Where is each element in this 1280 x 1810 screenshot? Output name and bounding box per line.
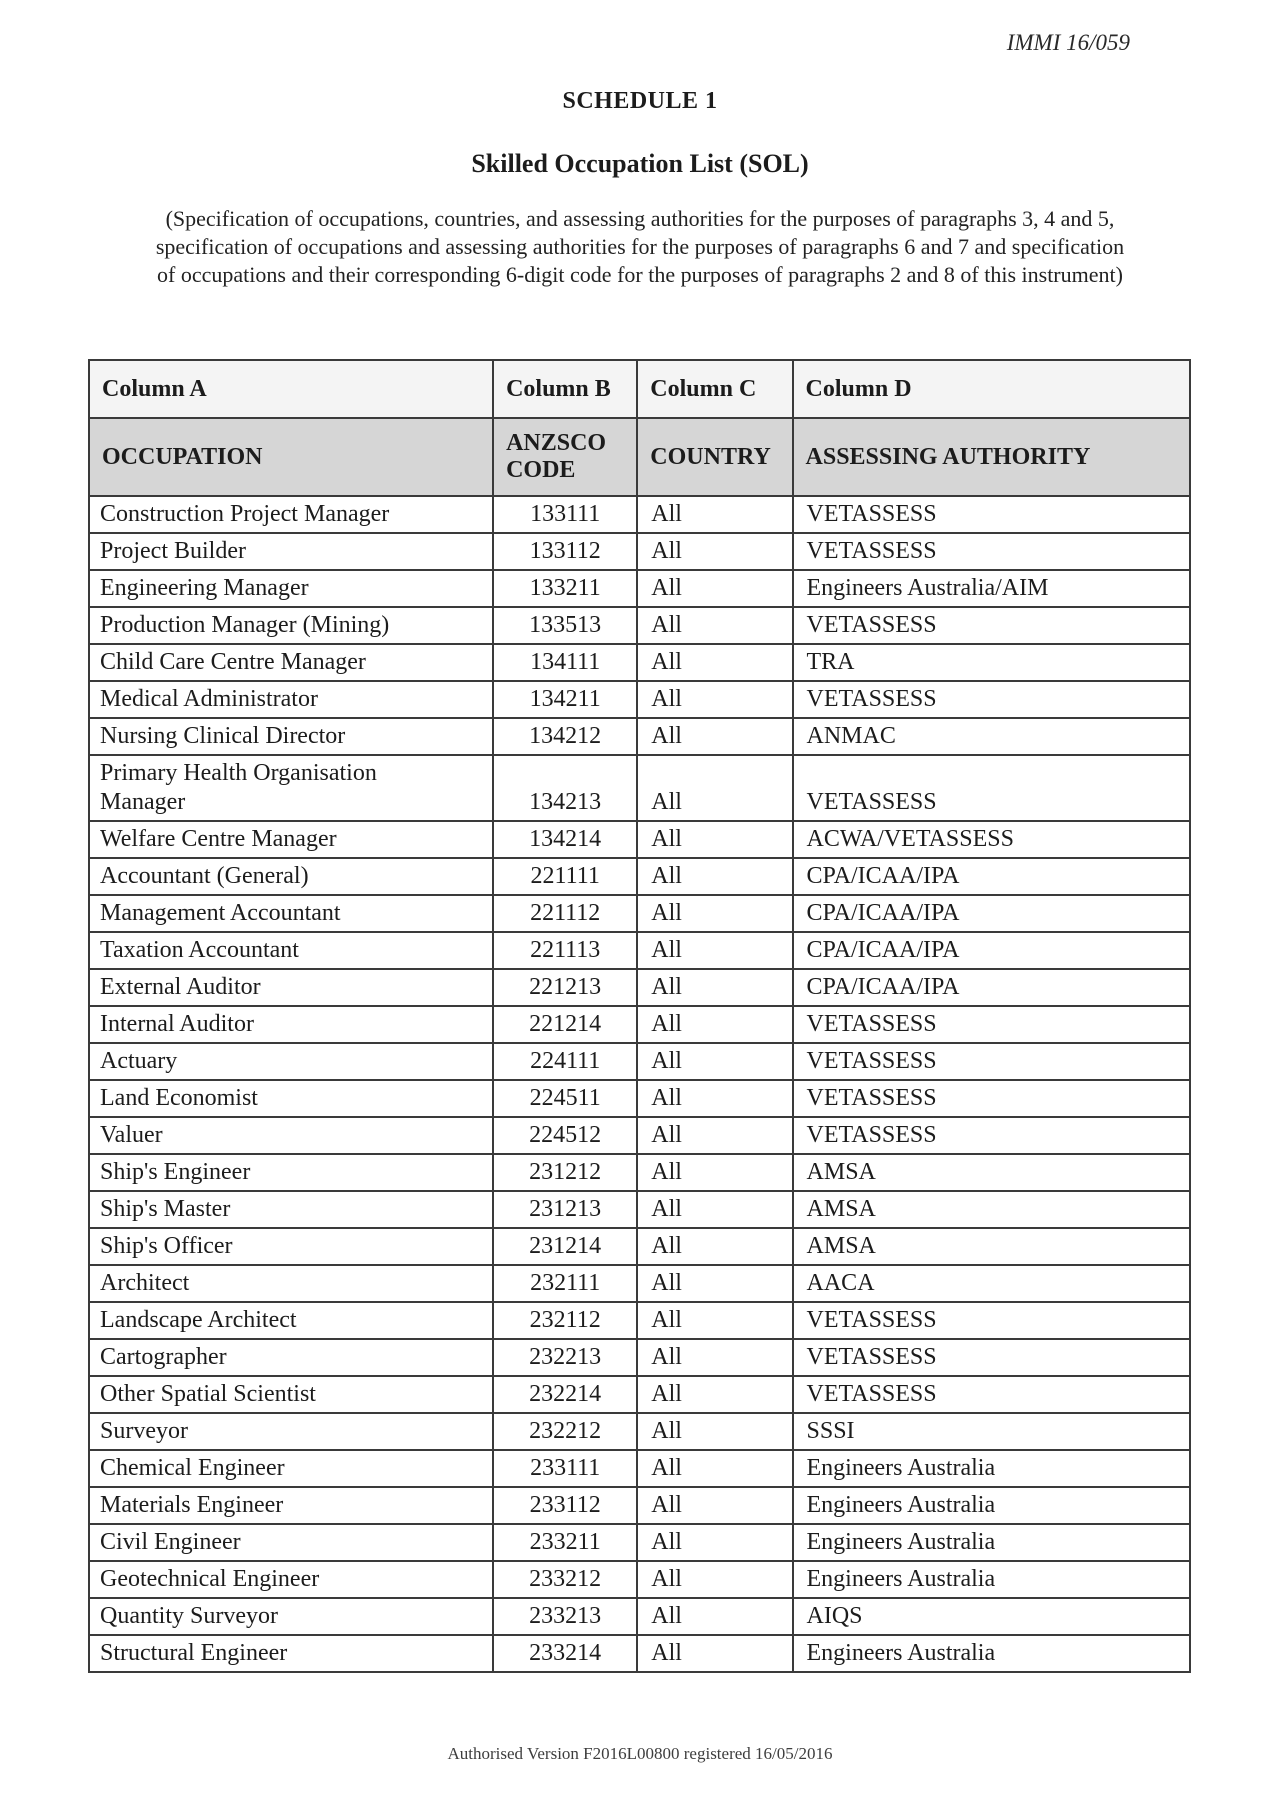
country-cell: All [637, 570, 792, 607]
header-row [89, 418, 1190, 496]
occupation-cell: Taxation Accountant [89, 932, 493, 969]
country-cell: All [637, 1080, 792, 1117]
header-anzsco-code: ANZSCO CODE [493, 418, 637, 496]
table-row [89, 895, 1190, 932]
occupation-cell: Land Economist [89, 1080, 493, 1117]
table-row [89, 570, 1190, 607]
assessing-authority-cell: VETASSESS [793, 681, 1190, 718]
assessing-authority-cell: VETASSESS [793, 1043, 1190, 1080]
assessing-authority-cell: CPA/ICAA/IPA [793, 969, 1190, 1006]
anzsco-code-cell: 221113 [493, 932, 637, 969]
assessing-authority-cell: ANMAC [793, 718, 1190, 755]
assessing-authority-cell: CPA/ICAA/IPA [793, 932, 1190, 969]
anzsco-code-cell: 232213 [493, 1339, 637, 1376]
assessing-authority-cell: CPA/ICAA/IPA [793, 895, 1190, 932]
table-row [89, 1450, 1190, 1487]
occupation-cell: Other Spatial Scientist [89, 1376, 493, 1413]
anzsco-code-cell: 134214 [493, 821, 637, 858]
anzsco-code-cell: 133211 [493, 570, 637, 607]
table-row [89, 821, 1190, 858]
document-subtitle: Skilled Occupation List (SOL) [471, 149, 809, 178]
table-row [89, 1191, 1190, 1228]
country-cell: All [637, 1450, 792, 1487]
occupation-cell: External Auditor [89, 969, 493, 1006]
country-cell: All [637, 969, 792, 1006]
occupation-cell: Welfare Centre Manager [89, 821, 493, 858]
anzsco-code-cell: 221112 [493, 895, 637, 932]
anzsco-code-cell: 134212 [493, 718, 637, 755]
occupation-cell: Architect [89, 1265, 493, 1302]
anzsco-code-cell: 134213 [493, 755, 637, 821]
anzsco-code-cell: 233111 [493, 1450, 637, 1487]
table-row [89, 1487, 1190, 1524]
anzsco-code-cell: 221111 [493, 858, 637, 895]
anzsco-code-cell: 233214 [493, 1635, 637, 1672]
table-row [89, 969, 1190, 1006]
table-row [89, 718, 1190, 755]
assessing-authority-cell: SSSI [793, 1413, 1190, 1450]
country-cell: All [637, 1228, 792, 1265]
column-label-c: Column C [637, 360, 792, 418]
occupation-cell: Geotechnical Engineer [89, 1561, 493, 1598]
occupation-cell: Medical Administrator [89, 681, 493, 718]
header-country: COUNTRY [637, 418, 792, 496]
anzsco-code-cell: 233213 [493, 1598, 637, 1635]
occupation-cell: Production Manager (Mining) [89, 607, 493, 644]
country-cell: All [637, 644, 792, 681]
anzsco-code-cell: 134111 [493, 644, 637, 681]
assessing-authority-cell: AACA [793, 1265, 1190, 1302]
table-row [89, 1302, 1190, 1339]
occupation-cell: Chemical Engineer [89, 1450, 493, 1487]
anzsco-code-cell: 221213 [493, 969, 637, 1006]
anzsco-code-cell: 221214 [493, 1006, 637, 1043]
occupation-cell: Actuary [89, 1043, 493, 1080]
anzsco-code-cell: 232111 [493, 1265, 637, 1302]
country-cell: All [637, 932, 792, 969]
assessing-authority-cell: AMSA [793, 1154, 1190, 1191]
assessing-authority-cell: AIQS [793, 1598, 1190, 1635]
country-cell: All [637, 1598, 792, 1635]
header-assessing-authority: ASSESSING AUTHORITY [793, 418, 1190, 496]
table-row [89, 1043, 1190, 1080]
country-cell: All [637, 1524, 792, 1561]
document-reference: IMMI 16/059 [1006, 30, 1130, 55]
occupation-cell: Landscape Architect [89, 1302, 493, 1339]
table-row [89, 644, 1190, 681]
table-row [89, 1006, 1190, 1043]
assessing-authority-cell: VETASSESS [793, 755, 1190, 821]
assessing-authority-cell: VETASSESS [793, 1117, 1190, 1154]
occupation-cell: Internal Auditor [89, 1006, 493, 1043]
country-cell: All [637, 1561, 792, 1598]
table-row [89, 1117, 1190, 1154]
anzsco-code-cell: 224511 [493, 1080, 637, 1117]
assessing-authority-cell: TRA [793, 644, 1190, 681]
anzsco-code-cell: 224111 [493, 1043, 637, 1080]
table-row [89, 533, 1190, 570]
occupation-cell: Ship's Master [89, 1191, 493, 1228]
table-row [89, 496, 1190, 533]
country-cell: All [637, 895, 792, 932]
assessing-authority-cell: AMSA [793, 1228, 1190, 1265]
occupation-cell: Engineering Manager [89, 570, 493, 607]
table-head [89, 360, 1190, 496]
assessing-authority-cell: VETASSESS [793, 1339, 1190, 1376]
table-row [89, 1524, 1190, 1561]
table-row [89, 1413, 1190, 1450]
assessing-authority-cell: Engineers Australia [793, 1487, 1190, 1524]
anzsco-code-cell: 133111 [493, 496, 637, 533]
country-cell: All [637, 1413, 792, 1450]
occupation-cell: Child Care Centre Manager [89, 644, 493, 681]
assessing-authority-cell: VETASSESS [793, 533, 1190, 570]
occupation-cell: Quantity Surveyor [89, 1598, 493, 1635]
anzsco-code-cell: 134211 [493, 681, 637, 718]
country-cell: All [637, 858, 792, 895]
assessing-authority-cell: VETASSESS [793, 496, 1190, 533]
country-cell: All [637, 1154, 792, 1191]
anzsco-code-cell: 233212 [493, 1561, 637, 1598]
assessing-authority-cell: Engineers Australia [793, 1524, 1190, 1561]
footer-note: Authorised Version F2016L00800 registered 16/05/2016 [447, 1744, 833, 1763]
table-row [89, 1154, 1190, 1191]
country-cell: All [637, 1043, 792, 1080]
assessing-authority-cell: Engineers Australia [793, 1561, 1190, 1598]
table-body [89, 496, 1190, 1672]
country-cell: All [637, 755, 792, 821]
anzsco-code-cell: 133112 [493, 533, 637, 570]
occupation-cell: Civil Engineer [89, 1524, 493, 1561]
anzsco-code-cell: 231214 [493, 1228, 637, 1265]
occupation-cell: Accountant (General) [89, 858, 493, 895]
anzsco-code-cell: 232112 [493, 1302, 637, 1339]
table-row [89, 1561, 1190, 1598]
country-cell: All [637, 496, 792, 533]
schedule-title: SCHEDULE 1 [562, 88, 718, 114]
assessing-authority-cell: AMSA [793, 1191, 1190, 1228]
country-cell: All [637, 1302, 792, 1339]
assessing-authority-cell: Engineers Australia [793, 1635, 1190, 1672]
assessing-authority-cell: VETASSESS [793, 1302, 1190, 1339]
assessing-authority-cell: VETASSESS [793, 1376, 1190, 1413]
assessing-authority-cell: VETASSESS [793, 607, 1190, 644]
header-occupation: OCCUPATION [89, 418, 493, 496]
column-label-d: Column D [793, 360, 1190, 418]
occupation-cell: Construction Project Manager [89, 496, 493, 533]
assessing-authority-cell: VETASSESS [793, 1080, 1190, 1117]
anzsco-code-cell: 133513 [493, 607, 637, 644]
country-cell: All [637, 1339, 792, 1376]
assessing-authority-cell: ACWA/VETASSESS [793, 821, 1190, 858]
table-row [89, 755, 1190, 821]
anzsco-code-cell: 231212 [493, 1154, 637, 1191]
table-row [89, 681, 1190, 718]
country-cell: All [637, 607, 792, 644]
anzsco-code-cell: 233112 [493, 1487, 637, 1524]
occupation-cell: Valuer [89, 1117, 493, 1154]
occupation-cell: Ship's Engineer [89, 1154, 493, 1191]
country-cell: All [637, 1376, 792, 1413]
occupation-cell: Project Builder [89, 533, 493, 570]
occupation-cell: Materials Engineer [89, 1487, 493, 1524]
anzsco-code-cell: 224512 [493, 1117, 637, 1154]
table-row [89, 1265, 1190, 1302]
table-row [89, 1598, 1190, 1635]
table-row [89, 1339, 1190, 1376]
table-row [89, 1080, 1190, 1117]
occupation-cell: Surveyor [89, 1413, 493, 1450]
description-paragraph: (Specification of occupations, countries, and assessing authorities for the purposes of paragraphs 3, 4 and 5, specification of occupations and assessing authorities for the purposes of paragraphs 6 and 7 and specification of occupations and their corresponding 6-digit code for the purposes of paragraphs 2 and 8 of this instrument) [155, 206, 1125, 287]
skilled-occupation-table [88, 359, 1191, 1673]
table-row [89, 1376, 1190, 1413]
country-cell: All [637, 821, 792, 858]
table-row [89, 858, 1190, 895]
country-cell: All [637, 1487, 792, 1524]
country-cell: All [637, 681, 792, 718]
occupation-cell: Management Accountant [89, 895, 493, 932]
occupation-cell: Cartographer [89, 1339, 493, 1376]
country-cell: All [637, 1635, 792, 1672]
country-cell: All [637, 718, 792, 755]
country-cell: All [637, 1006, 792, 1043]
column-label-row [89, 360, 1190, 418]
table-row [89, 1635, 1190, 1672]
anzsco-code-cell: 232212 [493, 1413, 637, 1450]
occupation-cell: Primary Health Organisation Manager [89, 755, 493, 821]
table-row [89, 932, 1190, 969]
anzsco-code-cell: 233211 [493, 1524, 637, 1561]
occupation-cell: Nursing Clinical Director [89, 718, 493, 755]
table-row [89, 607, 1190, 644]
country-cell: All [637, 1117, 792, 1154]
column-label-a: Column A [89, 360, 493, 418]
assessing-authority-cell: Engineers Australia [793, 1450, 1190, 1487]
assessing-authority-cell: CPA/ICAA/IPA [793, 858, 1190, 895]
anzsco-code-cell: 231213 [493, 1191, 637, 1228]
assessing-authority-cell: VETASSESS [793, 1006, 1190, 1043]
occupation-cell: Structural Engineer [89, 1635, 493, 1672]
table-row [89, 1228, 1190, 1265]
country-cell: All [637, 1191, 792, 1228]
occupation-cell: Ship's Officer [89, 1228, 493, 1265]
country-cell: All [637, 533, 792, 570]
column-label-b: Column B [493, 360, 637, 418]
anzsco-code-cell: 232214 [493, 1376, 637, 1413]
assessing-authority-cell: Engineers Australia/AIM [793, 570, 1190, 607]
country-cell: All [637, 1265, 792, 1302]
